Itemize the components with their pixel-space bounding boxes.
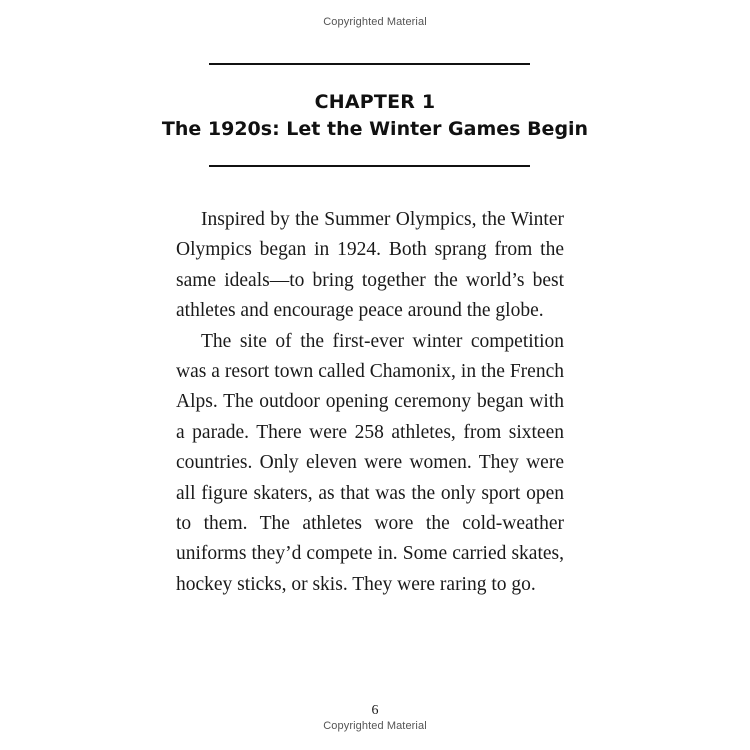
copyright-watermark-bottom: Copyrighted Material xyxy=(323,720,427,732)
copyright-watermark-top: Copyrighted Material xyxy=(323,16,427,28)
chapter-title: The 1920s: Let the Winter Games Begin xyxy=(161,118,589,140)
bottom-divider-rule xyxy=(209,165,530,167)
page-number: 6 xyxy=(371,703,379,718)
chapter-body xyxy=(176,205,564,600)
chapter-label: CHAPTER 1 xyxy=(314,91,436,113)
paragraph: Inspired by the Summer Olympics, the Winter Olympics began in 1924. Both sprang from the same ideals—to bring together the world’s best athletes and encourage peace around the globe. xyxy=(176,209,564,322)
paragraph: The site of the first-ever winter competition was a resort town called Chamonix, in the French Alps. The outdoor opening ceremony began with a parade. There were 258 athletes, from sixteen countries. Only eleven were women. They were all figure skaters, as that was the only sport open to them. The athletes wore the cold-weather uniforms they’d compete in. Some carried skates, hockey sticks, or skis. They were raring to go. xyxy=(176,330,564,595)
top-divider-rule xyxy=(209,63,530,65)
